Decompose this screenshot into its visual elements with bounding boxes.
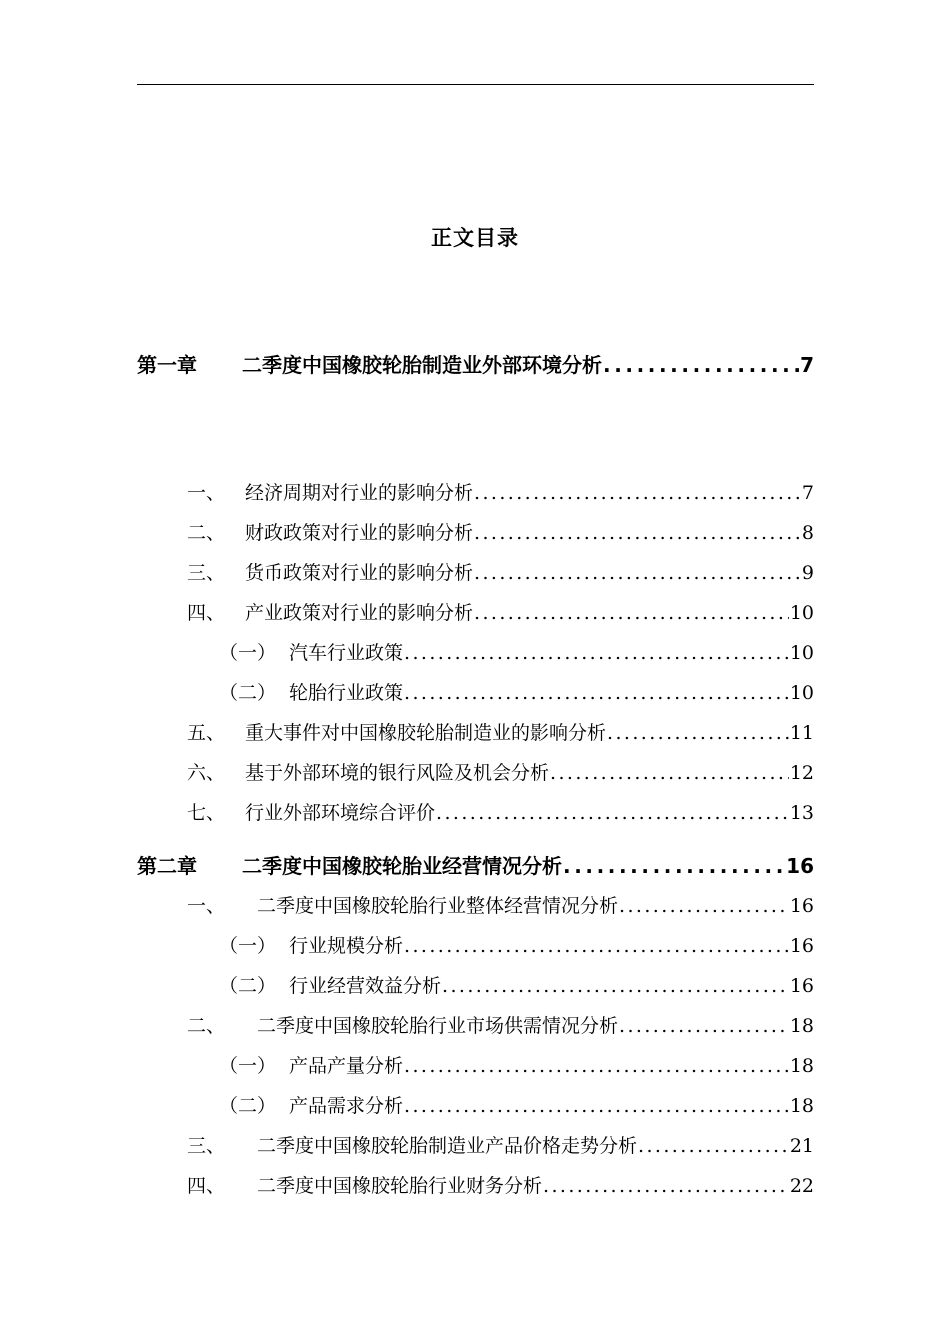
- toc-item-number: 一、: [187, 482, 226, 504]
- toc-item-number: （二）: [219, 975, 277, 997]
- toc-item[interactable]: [187, 1011, 814, 1037]
- toc-page-number: 21: [789, 1135, 814, 1157]
- toc-item-number: 五、: [187, 722, 226, 744]
- toc-item-title: 财政政策对行业的影响分析: [245, 522, 474, 544]
- toc-item-title: 产品产量分析: [289, 1055, 404, 1077]
- toc-subitem[interactable]: [219, 638, 814, 664]
- toc-item-title: 经济周期对行业的影响分析: [245, 482, 474, 504]
- toc-page-number: 11: [789, 722, 814, 744]
- toc-item[interactable]: [187, 1131, 814, 1157]
- toc-item-number: （一）: [219, 642, 277, 664]
- toc-chapter-number: 第二章: [137, 854, 197, 878]
- toc-item-title: 行业经营效益分析: [289, 975, 442, 997]
- toc-page-number: 16: [789, 975, 814, 997]
- toc-item-number: （一）: [219, 1055, 277, 1077]
- toc-page-number: 22: [789, 1175, 814, 1197]
- toc-item-title: 货币政策对行业的影响分析: [245, 562, 474, 584]
- toc-item-title: 二季度中国橡胶轮胎行业市场供需情况分析: [257, 1015, 619, 1037]
- toc-item-number: （一）: [219, 935, 277, 957]
- toc-item-title: 产业政策对行业的影响分析: [245, 602, 474, 624]
- toc-item-number: 四、: [187, 602, 226, 624]
- toc-leader-dots: [404, 1055, 789, 1077]
- toc-item[interactable]: [187, 558, 814, 584]
- toc-item[interactable]: [187, 478, 814, 504]
- toc-item[interactable]: [187, 758, 814, 784]
- page-title: 正文目录: [431, 226, 519, 250]
- toc-item[interactable]: [187, 1171, 814, 1197]
- toc-item-title: 二季度中国橡胶轮胎行业整体经营情况分析: [257, 895, 619, 917]
- toc-subitem[interactable]: [219, 931, 814, 957]
- toc-leader-dots: [404, 1095, 789, 1117]
- toc-leader-dots: [436, 802, 789, 824]
- toc-leader-dots: [474, 522, 801, 544]
- toc-chapter-title: 二季度中国橡胶轮胎制造业外部环境分析: [242, 353, 602, 377]
- toc-chapter[interactable]: [137, 850, 814, 876]
- toc-item-number: 二、: [187, 1015, 226, 1037]
- toc-page-number: 13: [789, 802, 814, 824]
- toc-leader-dots: [603, 353, 799, 377]
- toc-subitem[interactable]: [219, 971, 814, 997]
- toc-leader-dots: [404, 935, 789, 957]
- toc-leader-dots: [404, 682, 789, 704]
- toc-item-title: 产品需求分析: [289, 1095, 404, 1117]
- toc-subitem[interactable]: [219, 1091, 814, 1117]
- toc-page-number: 10: [789, 642, 814, 664]
- toc-item-title: 重大事件对中国橡胶轮胎制造业的影响分析: [245, 722, 607, 744]
- toc-item-title: 基于外部环境的银行风险及机会分析: [245, 762, 550, 784]
- toc-item[interactable]: [187, 798, 814, 824]
- toc-item[interactable]: [187, 718, 814, 744]
- toc-page-number: 12: [789, 762, 814, 784]
- toc-item-number: 四、: [187, 1175, 226, 1197]
- toc-page-number: 8: [801, 522, 814, 544]
- toc-leader-dots: [543, 1175, 789, 1197]
- header-rule: [137, 84, 814, 85]
- toc-item-number: 三、: [187, 562, 226, 584]
- toc-page-number: 9: [801, 562, 814, 584]
- toc-item-title: 二季度中国橡胶轮胎制造业产品价格走势分析: [257, 1135, 638, 1157]
- toc-item-number: 二、: [187, 522, 226, 544]
- toc-leader-dots: [474, 562, 801, 584]
- toc-page-number: 18: [789, 1015, 814, 1037]
- toc-item-number: 一、: [187, 895, 226, 917]
- toc-page-number: 7: [800, 353, 814, 377]
- toc-item-title: 二季度中国橡胶轮胎行业财务分析: [257, 1175, 543, 1197]
- toc-page-number: 7: [801, 482, 814, 504]
- toc-leader-dots: [563, 854, 785, 878]
- toc-subitem[interactable]: [219, 1051, 814, 1077]
- toc-item[interactable]: [187, 518, 814, 544]
- toc-item-title: 行业规模分析: [289, 935, 404, 957]
- toc-page-number: 10: [789, 602, 814, 624]
- toc-leader-dots: [442, 975, 789, 997]
- toc-item-number: 七、: [187, 802, 226, 824]
- toc-leader-dots: [619, 1015, 789, 1037]
- toc-leader-dots: [638, 1135, 789, 1157]
- toc-item-number: （二）: [219, 682, 277, 704]
- toc-leader-dots: [404, 642, 789, 664]
- toc-chapter-title: 二季度中国橡胶轮胎业经营情况分析: [242, 854, 562, 878]
- toc-leader-dots: [619, 895, 789, 917]
- toc-chapter-number: 第一章: [137, 353, 197, 377]
- toc-page-number: 10: [789, 682, 814, 704]
- toc-item-number: （二）: [219, 1095, 277, 1117]
- toc-leader-dots: [607, 722, 789, 744]
- toc-leader-dots: [474, 602, 789, 624]
- toc-item-title: 轮胎行业政策: [289, 682, 404, 704]
- toc-item[interactable]: [187, 891, 814, 917]
- toc-leader-dots: [550, 762, 789, 784]
- toc-item-number: 六、: [187, 762, 226, 784]
- toc-item-title: 行业外部环境综合评价: [245, 802, 436, 824]
- toc-page-number: 16: [789, 935, 814, 957]
- toc-page-number: 18: [789, 1055, 814, 1077]
- toc-item-number: 三、: [187, 1135, 226, 1157]
- toc-leader-dots: [474, 482, 801, 504]
- toc-item[interactable]: [187, 598, 814, 624]
- toc-page-number: 16: [789, 895, 814, 917]
- toc-chapter[interactable]: [137, 349, 814, 375]
- toc-page-number: 18: [789, 1095, 814, 1117]
- toc-page-number: 16: [786, 854, 814, 878]
- toc-subitem[interactable]: [219, 678, 814, 704]
- toc-item-title: 汽车行业政策: [289, 642, 404, 664]
